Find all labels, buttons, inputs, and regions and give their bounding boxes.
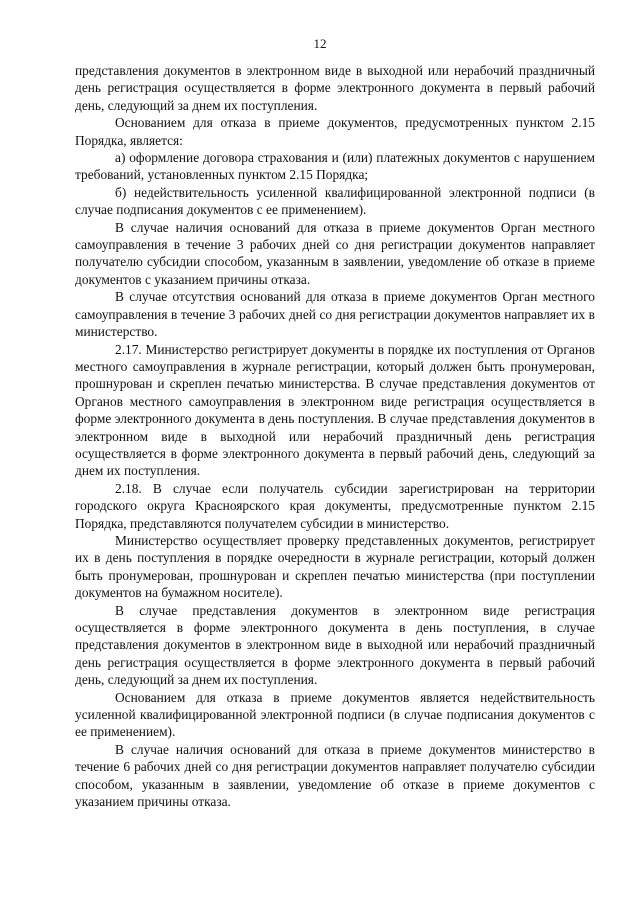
- paragraph-electronic-registration: В случае представления документов в электронном виде регистрация осуществляется в форме электронного документа в день поступления, в случае представления документов в электронном виде в выходной или нерабочий праздничный день регистрация осуществляется в форме электронного документа в первый рабочий день, следующий за днем их поступления.: [75, 602, 595, 688]
- paragraph-refusal-grounds-intro: Основанием для отказа в приеме документов, предусмотренных пунктом 2.15 Порядка, является:: [75, 115, 595, 148]
- paragraph-no-refusal: В случае отсутствия оснований для отказа в приеме документов Орган местного самоуправления в течение 3 рабочих дней со дня регистрации документов направляет их в министерство.: [75, 289, 595, 340]
- paragraph-refusal-ground-signature: Основанием для отказа в приеме документов является недействительность усиленной квалифицированной электронной подписи (в случае подписания документов с ее применением).: [75, 689, 595, 740]
- paragraph-ministry-refusal-notice: В случае наличия оснований для отказа в приеме документов министерство в течение 6 рабочих дней со дня регистрации документов направляет получателю субсидии способом, указанным в заявлении, уведомление об отказе в приеме документов с указанием причины отказа.: [75, 741, 595, 810]
- paragraph-refusal-notice: В случае наличия оснований для отказа в приеме документов Орган местного самоуправления в течение 3 рабочих дней со дня регистрации документов направляет получателю субсидии способом, указанным в заявлении, уведомление об отказе в приеме документов с указанием причины отказа.: [75, 219, 595, 287]
- paragraph-clause-2-18: 2.18. В случае если получатель субсидии зарегистрирован на территории городского округа Красноярского края документы, предусмотренные пунктом 2.15 Порядка, представляются получателем субсидии в министерство.: [75, 480, 595, 531]
- page-number: 12: [313, 36, 327, 51]
- paragraph-refusal-ground-b: б) недействительность усиленной квалифицированной электронной подписи (в случае подписания документов с ее применением).: [75, 184, 595, 218]
- paragraph-refusal-ground-a: а) оформление договора страхования и (или) платежных документов с нарушением требований, установленных пунктом 2.15 Порядка;: [75, 150, 595, 183]
- paragraph-ministry-check: Министерство осуществляет проверку представленных документов, регистрирует их в день поступления в порядке очередности в журнале регистрации, который должен быть пронумерован, прошнурован и скреплен печатью министерства (при поступлении документов на бумажном носителе).: [75, 532, 595, 601]
- paragraph-continuation: представления документов в электронном виде в выходной или нерабочий праздничный день регистрация осуществляется в форме электронного документа в первый рабочий день, следующий за днем их поступления.: [75, 63, 595, 113]
- document-body: [75, 62, 595, 810]
- paragraph-clause-2-17: 2.17. Министерство регистрирует документы в порядке их поступления от Органов местного самоуправления в журнале регистрации, который должен быть пронумерован, прошнурован и скреплен печатью министерства. В случае представления документов от Органов местного самоуправления в электронном виде регистрация осуществляется в форме электронного документа в день поступления. В случае представления документов в электронном виде в выходной или нерабочий праздничный день регистрация осуществляется в форме электронного документа в первый рабочий день, следующий за днем их поступления.: [75, 341, 595, 479]
